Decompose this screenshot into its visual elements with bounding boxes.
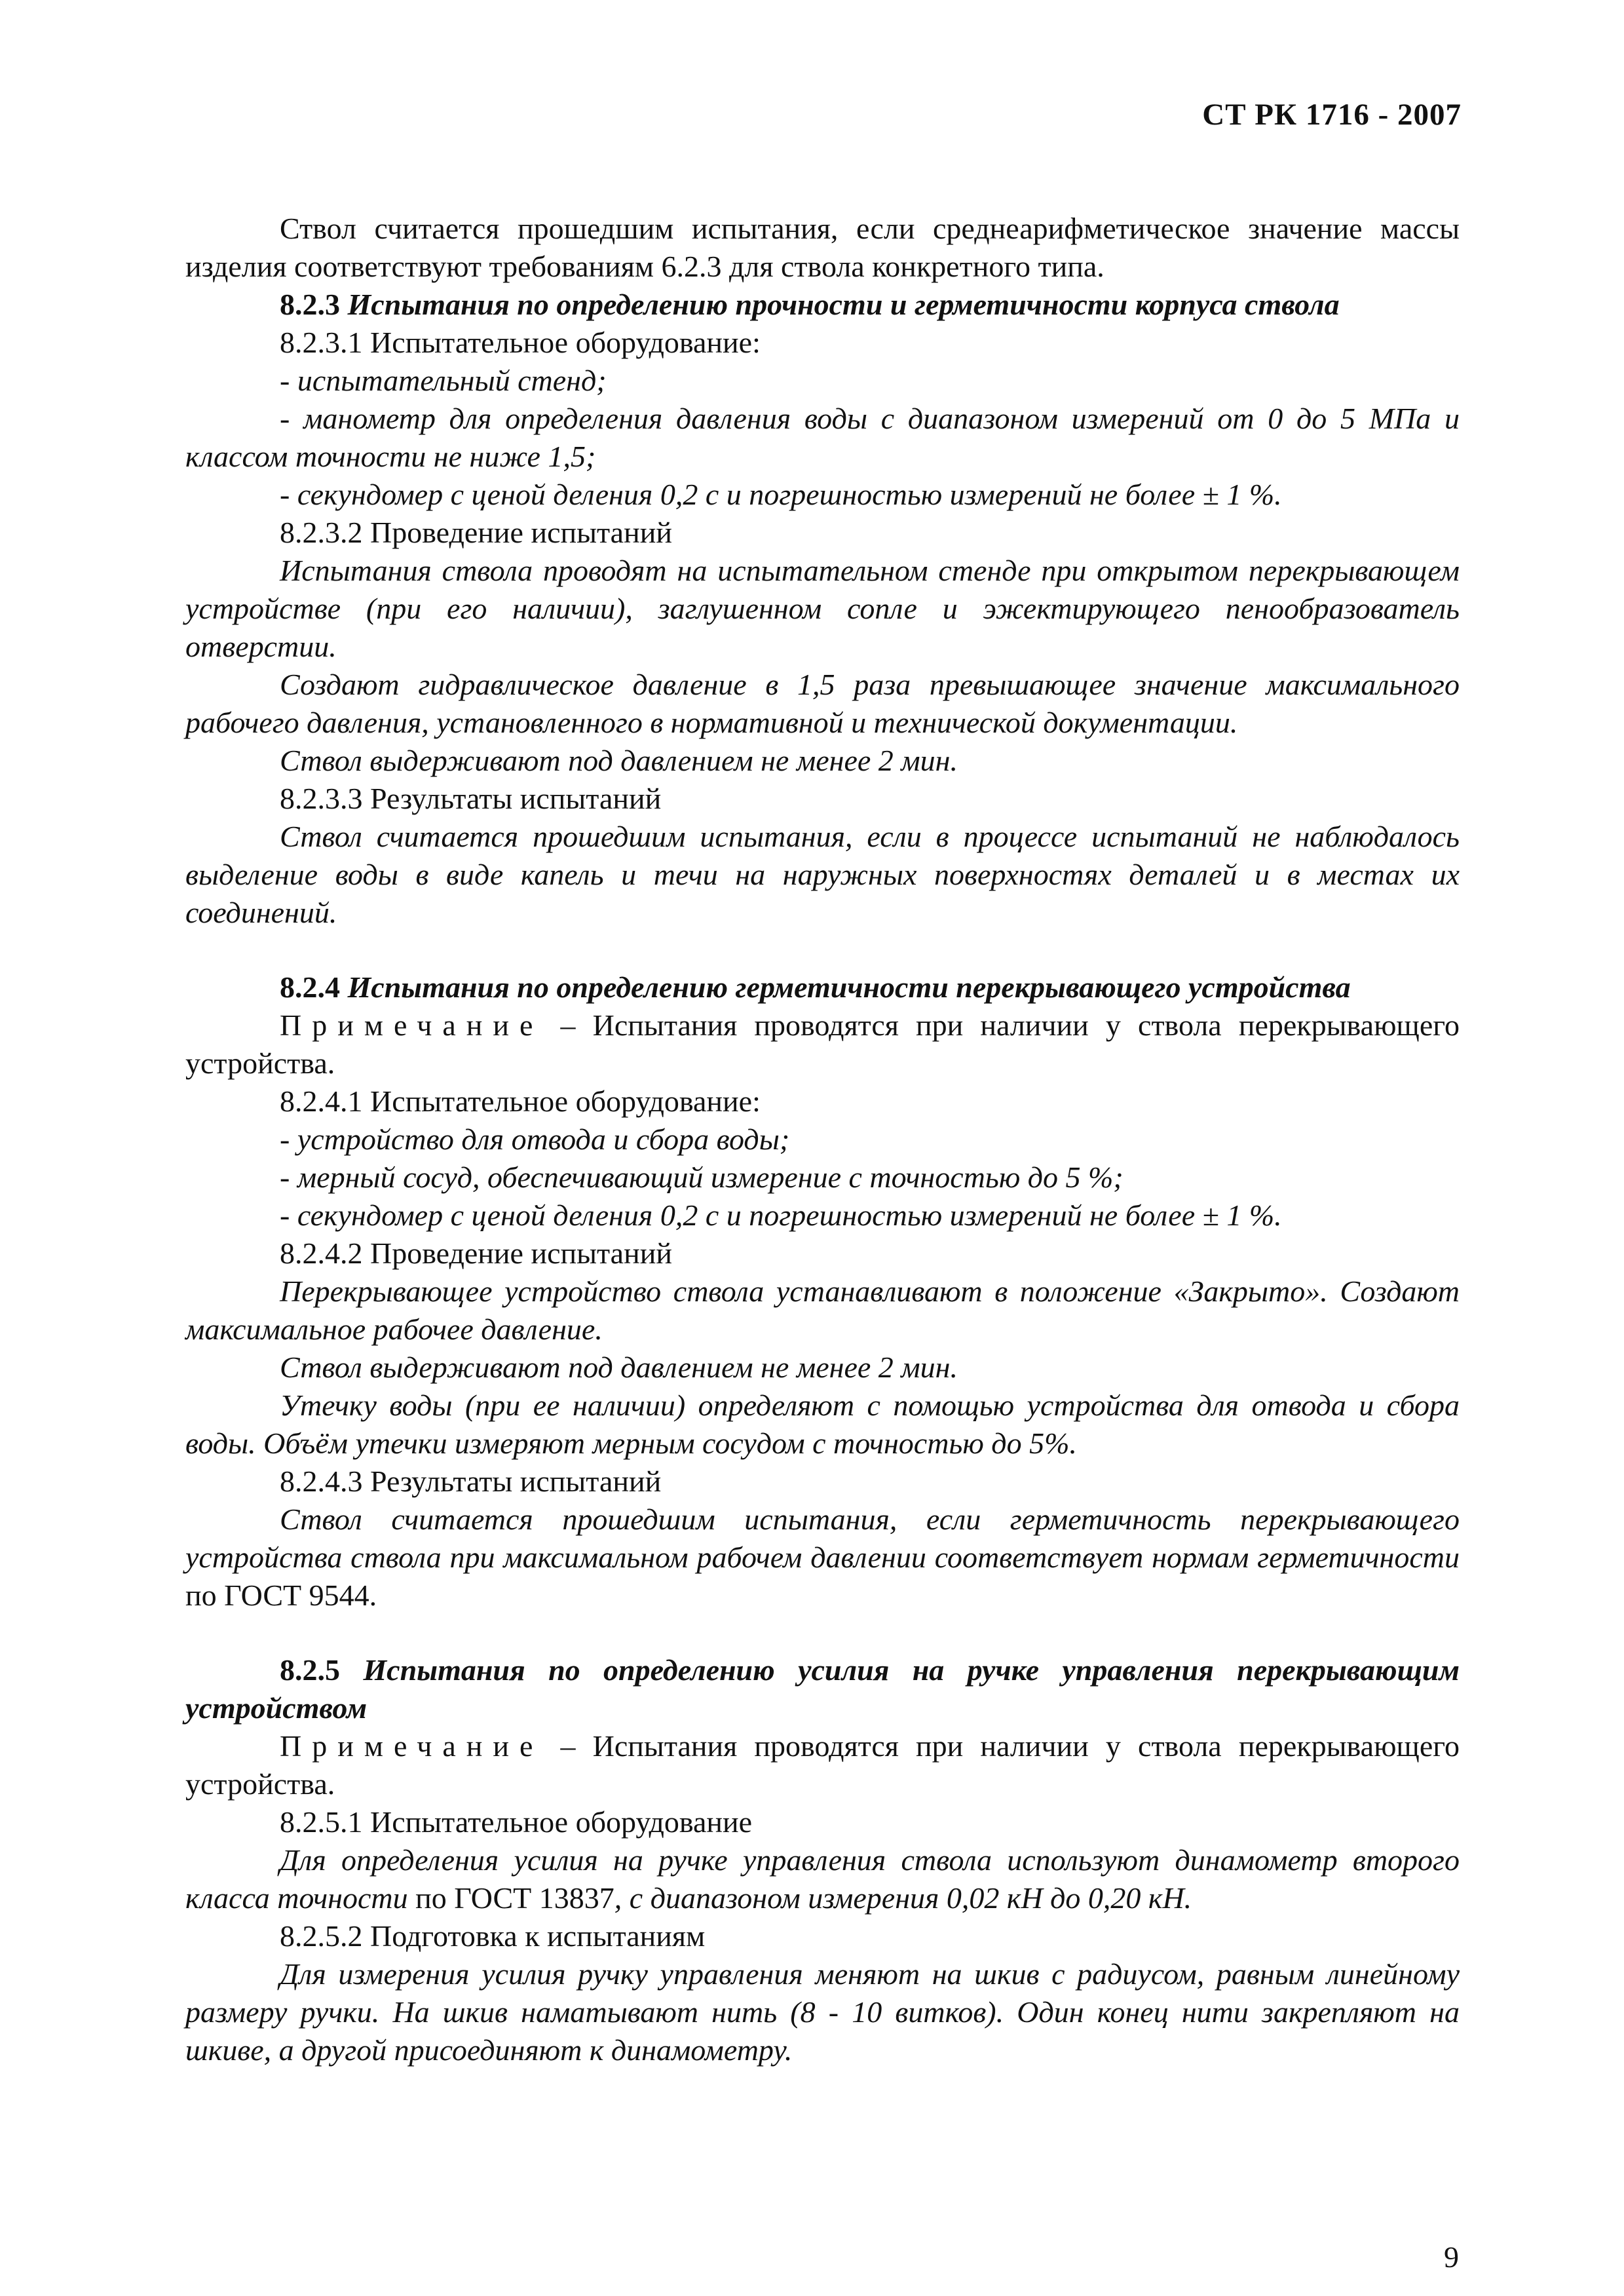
paragraph [185, 1841, 1460, 1917]
paragraph: Ствол считается прошедшим испытания, если в процессе испытаний не наблюдалось выделение воды в виде капель и течи на наружных поверхностях деталей и в местах их соединений. [185, 820, 1460, 929]
subsection-heading: 8.2.4.3 Результаты испытаний [280, 1464, 662, 1498]
list-item: - устройство для отвода и сбора воды; [280, 1122, 790, 1156]
section-heading-8-2-4 [185, 968, 1460, 1006]
section-number: 8.2.5 [280, 1653, 340, 1687]
note-label: Примечание [280, 1008, 544, 1042]
paragraph: Ствол выдерживают под давлением не менее 2 мин. [280, 744, 958, 777]
subsection-heading: 8.2.3.3 Результаты испытаний [280, 782, 662, 815]
section-title: Испытания по определению герметичности перекрывающего устройства [347, 970, 1351, 1004]
list-item: - мерный сосуд, обеспечивающий измерение с точностью до 5 %; [280, 1160, 1124, 1194]
paragraph: Для измерения усилия ручку управления меняют на шкив с радиусом, равным линейному размеру ручки. На шкив наматывают нить (8 - 10 витков). Один конец нити закрепляют на шкиве, а другой присоединяют к динамометру. [185, 1957, 1460, 2067]
list-item: - секундомер с ценой деления 0,2 с и погрешностью измерений не более ± 1 %. [280, 478, 1282, 511]
standard-reference: по ГОСТ 9544. [185, 1578, 377, 1612]
paragraph: Перекрывающее устройство ствола устанавливают в положение «Закрыто». Создают максимальное рабочее давление. [185, 1274, 1460, 1346]
page-number: 9 [1444, 2240, 1459, 2274]
section-title: Испытания по определению прочности и герметичности корпуса ствола [347, 288, 1340, 321]
paragraph: Создают гидравлическое давление в 1,5 раза превышающее значение максимального рабочего давления, установленного в нормативной и технической документации. [185, 668, 1460, 739]
range-text: , с диапазоном измерения 0,02 кН до 0,20 кН. [614, 1881, 1192, 1915]
section-heading-8-2-3 [185, 286, 1460, 324]
document-code: СТ РК 1716 - 2007 [1202, 98, 1462, 132]
paragraph: Ствол считается прошедшим испытания, если среднеарифметическое значение массы изделия соответствуют требованиям 6.2.3 для ствола конкретного типа. [185, 212, 1460, 283]
subsection-heading: 8.2.5.2 Подготовка к испытаниям [280, 1919, 706, 1953]
document-body [185, 210, 1460, 2069]
subsection-heading: 8.2.4.2 Проведение испытаний [280, 1236, 672, 1270]
list-item: - испытательный стенд; [280, 364, 607, 397]
note [185, 1727, 1460, 1803]
subsection-heading: 8.2.4.1 Испытательное оборудование: [280, 1084, 761, 1118]
paragraph: Утечку воды (при ее наличии) определяют с помощью устройства для отвода и сбора воды. Объём утечки измеряют мерным сосудом с точностью до 5%. [185, 1388, 1460, 1460]
section-number: 8.2.3 [280, 288, 340, 321]
standard-reference: по ГОСТ 13837 [407, 1881, 614, 1915]
section-number: 8.2.4 [280, 970, 340, 1004]
paragraph: Испытания ствола проводят на испытательном стенде при открытом перекрывающем устройстве (при его наличии), заглушенном сопле и эжектирующего пенообразователь отверстии. [185, 554, 1460, 663]
result-text: Ствол считается прошедшим испытания, если герметичность перекрывающего устройства ствола при максимальном рабочем давлении соответствует нормам герметичности [185, 1502, 1460, 1574]
paragraph: Ствол выдерживают под давлением не менее 2 мин. [280, 1350, 958, 1384]
equipment-text: Для определения усилия на ручке управления ствола используют динамометр второго класса точности [185, 1843, 1460, 1915]
subsection-heading: 8.2.5.1 Испытательное оборудование [280, 1805, 753, 1839]
section-heading-8-2-5 [185, 1651, 1460, 1727]
note [185, 1006, 1460, 1082]
list-item: - секундомер с ценой деления 0,2 с и погрешностью измерений не более ± 1 %. [280, 1198, 1282, 1232]
note-text: – Испытания проводятся при наличии у ствола перекрывающего устройства. [185, 1729, 1460, 1801]
subsection-heading: 8.2.3.2 Проведение испытаний [280, 516, 672, 549]
note-label: Примечание [280, 1729, 544, 1763]
note-text: – Испытания проводятся при наличии у ствола перекрывающего устройства. [185, 1008, 1460, 1080]
list-item: - манометр для определения давления воды с диапазоном измерений от 0 до 5 МПа и классом точности не ниже 1,5; [185, 402, 1460, 473]
subsection-heading: 8.2.3.1 Испытательное оборудование: [280, 326, 761, 359]
section-title: Испытания по определению усилия на ручке управления перекрывающим устройством [185, 1653, 1460, 1725]
paragraph [185, 1501, 1460, 1615]
